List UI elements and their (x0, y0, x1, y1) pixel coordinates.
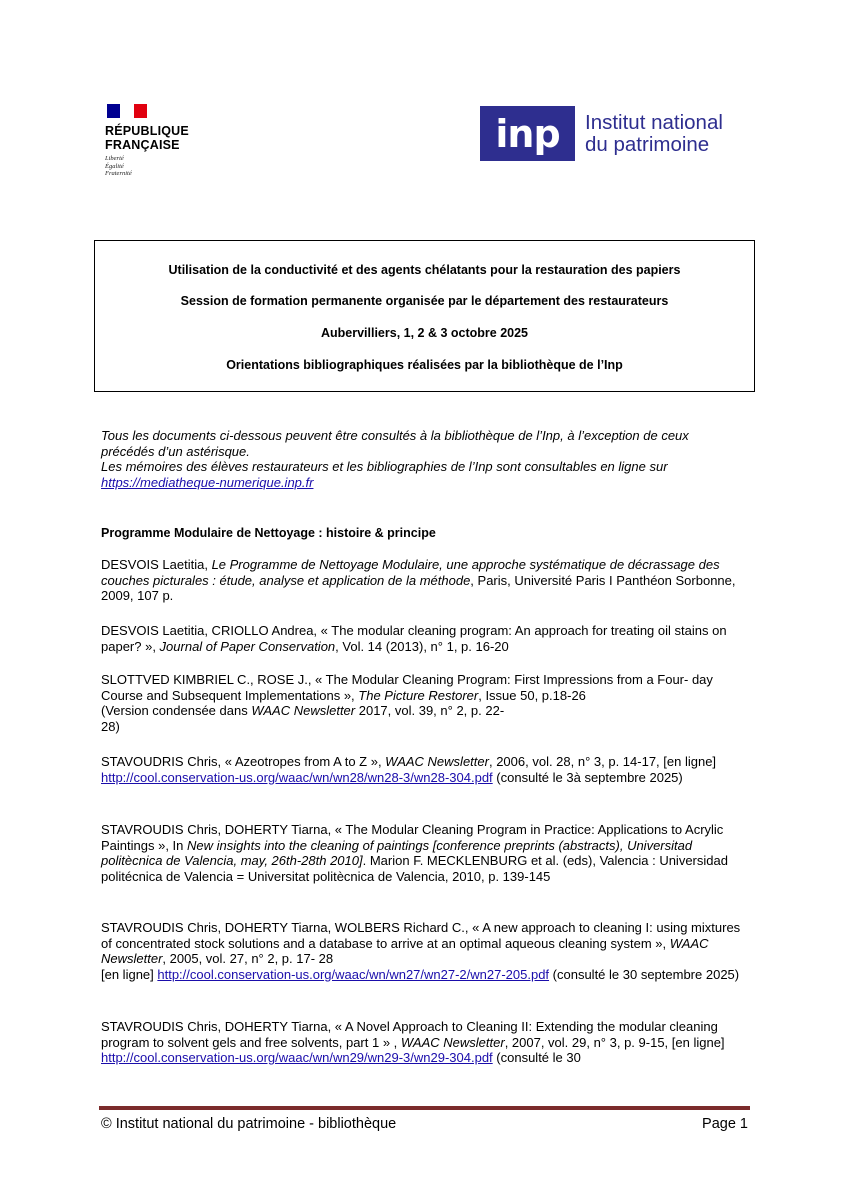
footer-rule (99, 1106, 750, 1110)
section-title: Programme Modulaire de Nettoyage : histoire & principe (101, 526, 436, 540)
ref7-link[interactable]: http://cool.conservation-us.org/waac/wn/wn29/wn29-3/wn29-304.pdf (101, 1050, 493, 1065)
ref7-authors: STAVROUDIS Chris, DOHERTY Tiarna, « A Novel Approach to Cleaning II: Extending the modular cleaning program to solvent gels and free solvents, part 1 » , (101, 1019, 718, 1050)
ref2-journal: Journal of Paper Conservation (159, 638, 336, 654)
ref3-note-journal: WAAC Newsletter (251, 703, 356, 718)
ref6-consulted: (consulté le 30 septembre 2025) (549, 966, 740, 982)
ref7-details: , 2007, vol. 29, n° 3, p. 9-15, [en ligne] (504, 1034, 725, 1050)
ref2-details: , Vol. 14 (2013), n° 1, p. 16-20 (335, 638, 509, 654)
rf-name-line2: FRANÇAISE (105, 138, 180, 152)
ref4-journal: WAAC Newsletter (385, 754, 489, 769)
ref4-authors: STAVOUDRIS Chris, « Azeotropes from A to Z », (101, 754, 386, 769)
ref3-note-details: 2017, vol. 39, n° 2, p. 22- (355, 703, 505, 718)
ref2-authors: DESVOIS Laetitia, CRIOLLO Andrea, « The modular cleaning program: An approach for treating oil stains on paper? », (101, 623, 727, 654)
reference-entry-5 (101, 822, 741, 884)
title-line-1: Utilisation de la conductivité et des agents chélatants pour la restauration des papiers (168, 263, 681, 277)
title-line-3: Aubervilliers, 1, 2 & 3 octobre 2025 (320, 326, 529, 340)
reference-entry-4 (101, 754, 741, 785)
reference-entry-7 (101, 1019, 741, 1066)
ref5-details: . Marion F. MECKLENBURG et al. (eds), Valencia : Universidad politécnica de Valencia = Universitat politècnica de Valencia, 2010, p. 139-145 (101, 853, 728, 884)
rf-motto (105, 155, 215, 178)
title-line-4: Orientations bibliographiques réalisées par la bibliothèque de l’Inp (226, 358, 623, 372)
ref3-journal: The Picture Restorer (358, 687, 479, 703)
ref1-authors: DESVOIS Laetitia, (101, 557, 212, 572)
inp-mark: inp (480, 106, 575, 161)
ref3-details: , Issue 50, p.18-26 (478, 687, 586, 703)
inp-name-line1: Institut national (585, 110, 723, 134)
rf-name (105, 124, 215, 152)
ref4-link[interactable]: http://cool.conservation-us.org/waac/wn/wn28/wn28-3/wn28-304.pdf (101, 769, 493, 785)
title-line-2: Session de formation permanente organisée par le département des restaurateurs (180, 294, 669, 308)
ref5-authors: STAVROUDIS Chris, DOHERTY Tiarna, « The Modular Cleaning Program in Practice: Applications to Acrylic Paintings », In (101, 822, 724, 853)
ref6-journal: WAAC Newsletter (101, 935, 709, 966)
rf-motto-fraternite: Fraternité (105, 170, 132, 177)
republique-francaise-logo (105, 104, 215, 178)
ref4-details: , 2006, vol. 28, n° 3, p. 14-17, [en ligne] (488, 754, 717, 769)
french-flag-icon (107, 104, 147, 118)
mediatheque-link[interactable]: https://mediatheque-numerique.inp.fr (101, 474, 314, 490)
ref3-note-start: (Version condensée dans (101, 703, 252, 718)
inp-name-line2: du patrimoine (585, 132, 710, 156)
reference-entry-6 (101, 920, 741, 982)
ref6-online: [en ligne] (101, 966, 158, 982)
intro-note (101, 428, 741, 490)
inp-name (585, 112, 723, 156)
inp-logo (480, 106, 723, 161)
ref6-authors: STAVROUDIS Chris, DOHERTY Tiarna, WOLBERS Richard C., « A new approach to cleaning I: using mixtures of concentrated stock solutions and a database to arrive at an optimal aqueous cleaning system », (101, 920, 741, 951)
page-number: Page 1 (702, 1116, 748, 1132)
ref1-title: Le Programme de Nettoyage Modulaire, une approche systématique de décrassage des couches picturales : étude, analyse et application de la méthode (101, 557, 720, 588)
rf-motto-liberte: Liberté (105, 155, 124, 162)
title-box (94, 240, 755, 392)
intro-paragraph-2: Les mémoires des élèves restaurateurs et les bibliographies de l’Inp sont consultables en ligne sur (101, 459, 668, 474)
ref7-journal: WAAC Newsletter (400, 1034, 505, 1050)
reference-entry-2 (101, 623, 741, 654)
reference-entry-3 (101, 672, 741, 734)
ref5-book-title: New insights into the cleaning of paintings [conference preprints (abstracts), Universitad politècnica de Valencia, may, 26th-28th 2010] (101, 837, 693, 868)
reference-entry-1 (101, 557, 741, 604)
ref7-consulted: (consulté le 30 (492, 1050, 581, 1065)
ref3-authors: SLOTTVED KIMBRIEL C., ROSE J., « The Modular Cleaning Program: First Impressions from a Four- day Course and Subsequent Implementations », (101, 672, 713, 703)
ref6-link[interactable]: http://cool.conservation-us.org/waac/wn/wn27/wn27-2/wn27-205.pdf (157, 966, 550, 982)
footer-copyright: © Institut national du patrimoine - bibliothèque (101, 1116, 397, 1132)
ref3-note-end: 28) (101, 718, 120, 734)
ref4-consulted: (consulté le 3à septembre 2025) (492, 769, 683, 785)
rf-motto-egalite: Égalité (105, 162, 124, 170)
ref1-details: , Paris, Université Paris I Panthéon Sorbonne, 2009, 107 p. (101, 572, 736, 603)
intro-paragraph-1: Tous les documents ci-dessous peuvent être consultés à la bibliothèque de l’Inp, à l’exception de ceux précédés d’un astérisque. (101, 428, 689, 459)
ref6-details: , 2005, vol. 27, n° 2, p. 17- 28 (162, 951, 334, 966)
rf-name-line1: RÉPUBLIQUE (105, 124, 189, 138)
